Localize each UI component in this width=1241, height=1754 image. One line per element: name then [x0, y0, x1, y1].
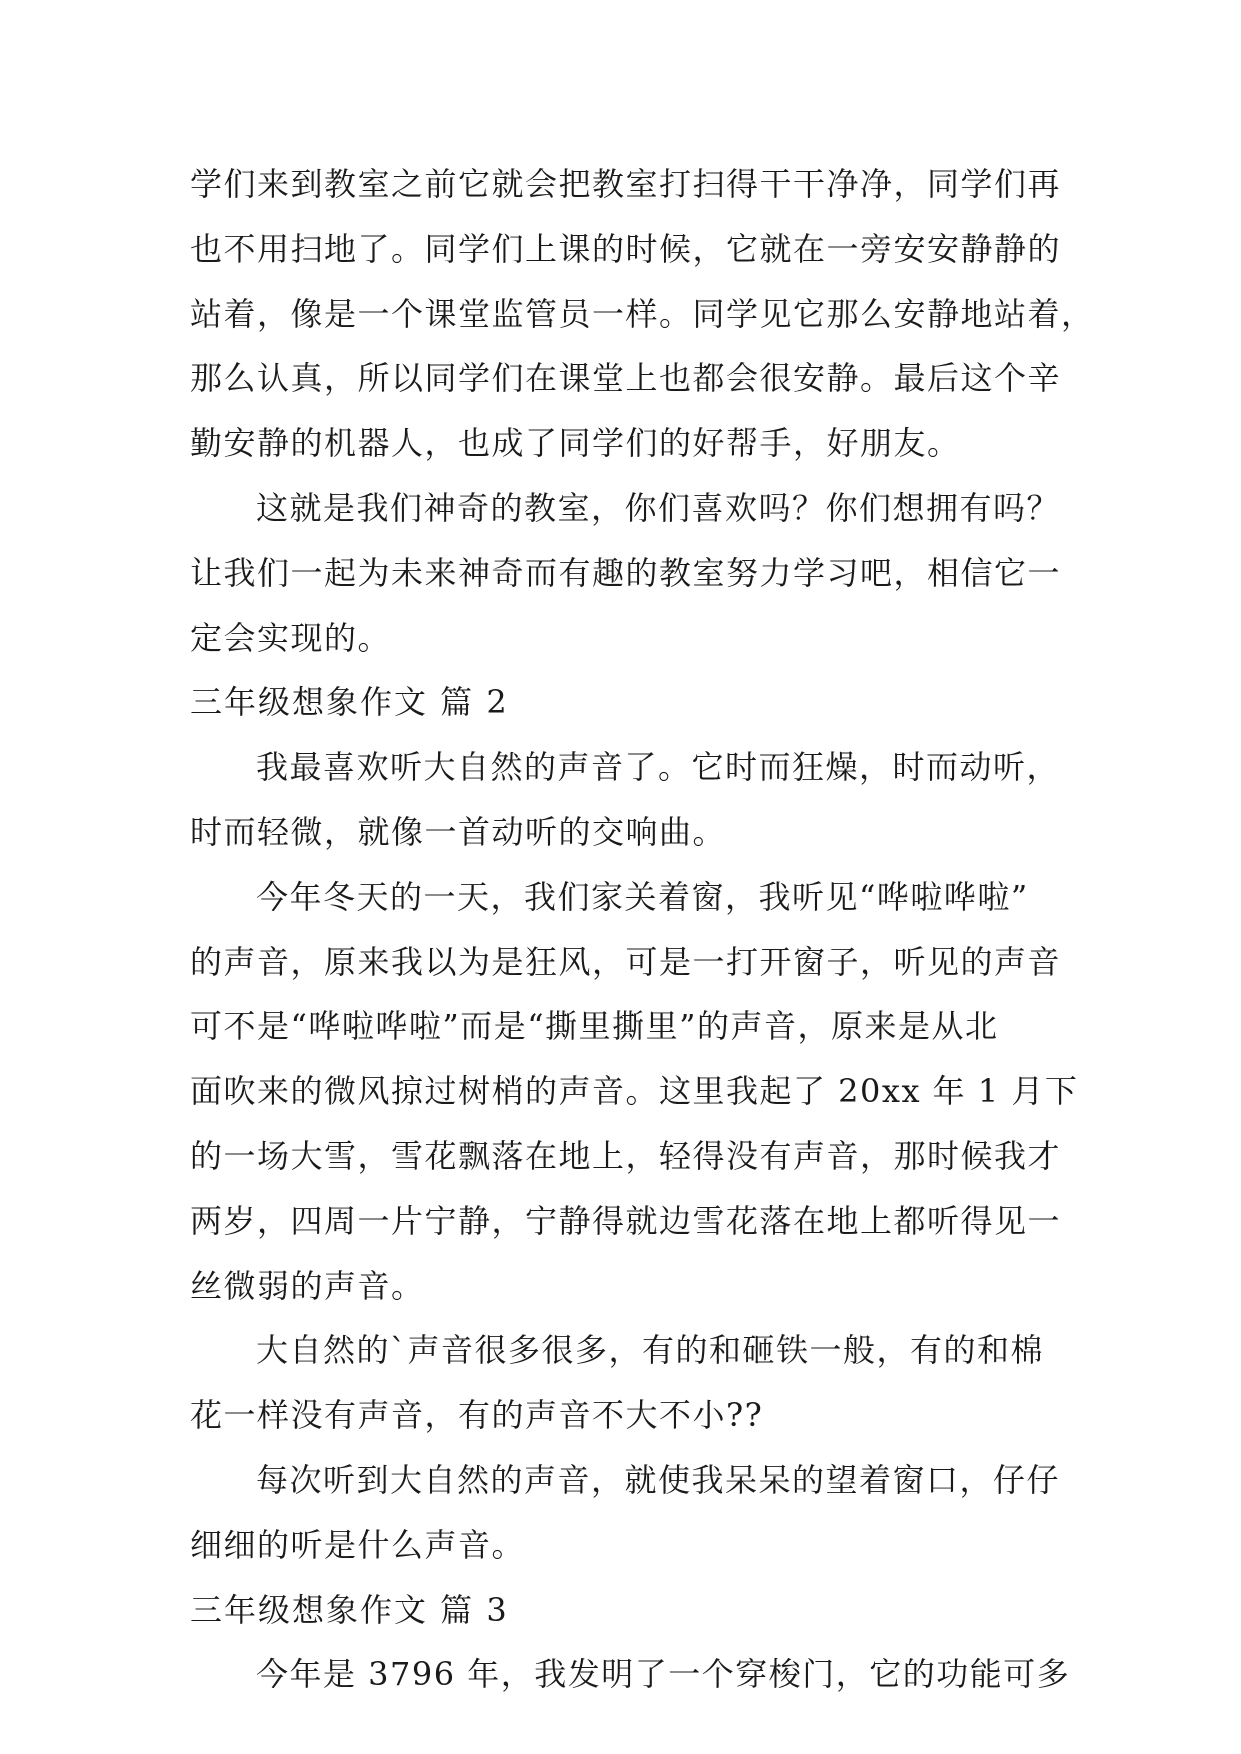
text-line: 两岁，四周一片宁静，宁静得就边雪花落在地上都听得见一: [190, 1201, 1062, 1240]
text-line: 面吹来的微风掠过树梢的声音。这里我起了 20xx 年 1 月下: [190, 1072, 1079, 1111]
section-heading: 三年级想象作文 篇 2: [190, 683, 509, 722]
text-line: 让我们一起为未来神奇而有趣的教室努力学习吧，相信它一: [190, 553, 1062, 592]
text-line: 可不是“哗啦哗啦”而是“撕里撕里”的声音，原来是从北: [190, 1007, 999, 1046]
text-line: 那么认真，所以同学们在课堂上也都会很安静。最后这个辛: [190, 359, 1062, 398]
text-line: 站着，像是一个课堂监管员一样。同学见它那么安静地站着，: [190, 294, 1095, 333]
text-line: 也不用扫地了。同学们上课的时候，它就在一旁安安静静的: [190, 229, 1062, 268]
text-line: 的声音，原来我以为是狂风，可是一打开窗子，听见的声音: [190, 942, 1062, 981]
section-heading: 三年级想象作文 篇 3: [190, 1590, 509, 1629]
paragraph-start-line: 大自然的`声音很多很多，有的和砸铁一般，有的和棉: [256, 1331, 1045, 1370]
paragraph-start-line: 这就是我们神奇的教室，你们喜欢吗？你们想拥有吗？: [256, 488, 1061, 527]
text-line: 定会实现的。: [190, 618, 392, 657]
text-line: 勤安静的机器人，也成了同学们的好帮手，好朋友。: [190, 424, 961, 463]
document-body: [190, 152, 1095, 1707]
text-line: 丝微弱的声音。: [190, 1266, 425, 1305]
text-line: 学们来到教室之前它就会把教室打扫得干干净净，同学们再: [190, 165, 1062, 203]
text-line: 细细的听是什么声音。: [190, 1525, 526, 1564]
paragraph-start-line: 我最喜欢听大自然的声音了。它时而狂燥，时而动听，: [256, 748, 1061, 787]
text-line: 的一场大雪，雪花飘落在地上，轻得没有声音，那时候我才: [190, 1136, 1062, 1175]
paragraph-start-line: 今年是 3796 年，我发明了一个穿梭门，它的功能可多: [256, 1655, 1071, 1694]
paragraph-start-line: 今年冬天的一天，我们家关着窗，我听见“哗啦哗啦”: [256, 877, 1029, 916]
paragraph-start-line: 每次听到大自然的声音，就使我呆呆的望着窗口，仔仔: [256, 1460, 1061, 1499]
text-line: 时而轻微，就像一首动听的交响曲。: [190, 812, 727, 851]
text-line: 花一样没有声音，有的声音不大不小??: [190, 1396, 764, 1435]
